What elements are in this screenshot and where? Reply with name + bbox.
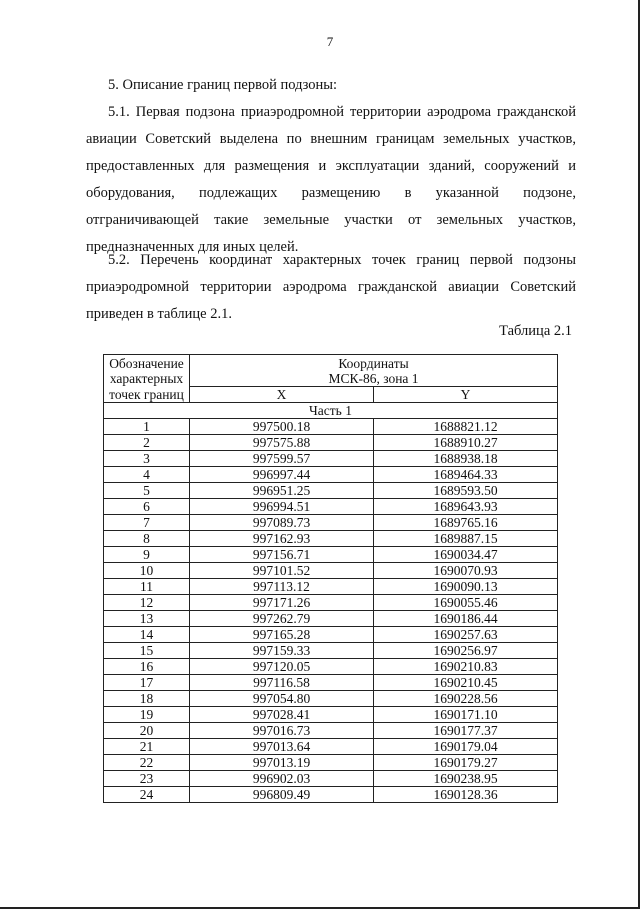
table-row xyxy=(104,643,558,659)
table-row xyxy=(104,611,558,627)
point-number-cell: 7 xyxy=(104,515,190,531)
x-coordinate-cell: 996951.25 xyxy=(190,483,374,499)
x-coordinate-cell: 997171.26 xyxy=(190,595,374,611)
y-coordinate-cell: 1690186.44 xyxy=(374,611,558,627)
y-coordinate-cell: 1689643.93 xyxy=(374,499,558,515)
y-coordinate-cell: 1689887.15 xyxy=(374,531,558,547)
paragraph-5-2: 5.2. Перечень координат характерных точек границ первой подзоны приаэродромной территории аэродрома гражданской авиации Советский приведен в таблице 2.1. xyxy=(86,252,576,322)
x-coordinate-cell: 997028.41 xyxy=(190,707,374,723)
x-coordinate-cell: 997599.57 xyxy=(190,451,374,467)
table-row xyxy=(104,579,558,595)
table-row xyxy=(104,595,558,611)
header-coordinates-title: Координаты xyxy=(338,356,409,371)
part-label: Часть 1 xyxy=(104,403,558,419)
x-coordinate-cell: 997162.93 xyxy=(190,531,374,547)
table-row xyxy=(104,499,558,515)
x-coordinate-cell: 997113.12 xyxy=(190,579,374,595)
point-number-cell: 2 xyxy=(104,435,190,451)
x-coordinate-cell: 996809.49 xyxy=(190,787,374,803)
x-coordinate-cell: 997165.28 xyxy=(190,627,374,643)
paragraph-5-1: 5.1. Первая подзона приаэродромной территории аэродрома гражданской авиации Советский выделена по внешним границам земельных участков, предоставленных для размещения и эксплуатации зданий, сооружений и оборудования, подлежащих размещению в указанной подзоне, отграничивающей такие земельные участки от земельных участков, предназначенных для иных целей. xyxy=(86,104,576,255)
y-coordinate-cell: 1690034.47 xyxy=(374,547,558,563)
x-coordinate-cell: 997054.80 xyxy=(190,691,374,707)
table-row xyxy=(104,675,558,691)
y-coordinate-cell: 1689464.33 xyxy=(374,467,558,483)
table-row xyxy=(104,787,558,803)
table-row xyxy=(104,771,558,787)
table-row xyxy=(104,739,558,755)
point-number-cell: 20 xyxy=(104,723,190,739)
x-coordinate-cell: 997016.73 xyxy=(190,723,374,739)
table-row xyxy=(104,547,558,563)
point-number-cell: 10 xyxy=(104,563,190,579)
table-row xyxy=(104,707,558,723)
table-row xyxy=(104,483,558,499)
point-number-cell: 11 xyxy=(104,579,190,595)
point-number-cell: 18 xyxy=(104,691,190,707)
point-number-cell: 14 xyxy=(104,627,190,643)
y-coordinate-cell: 1690238.95 xyxy=(374,771,558,787)
x-coordinate-cell: 996902.03 xyxy=(190,771,374,787)
point-number-cell: 17 xyxy=(104,675,190,691)
table-caption: Таблица 2.1 xyxy=(499,323,572,339)
y-coordinate-cell: 1688938.18 xyxy=(374,451,558,467)
table-row xyxy=(104,691,558,707)
point-number-cell: 19 xyxy=(104,707,190,723)
y-coordinate-cell: 1688821.12 xyxy=(374,419,558,435)
header-y: Y xyxy=(374,387,558,403)
y-coordinate-cell: 1690179.04 xyxy=(374,739,558,755)
x-coordinate-cell: 996994.51 xyxy=(190,499,374,515)
y-coordinate-cell: 1690070.93 xyxy=(374,563,558,579)
point-number-cell: 3 xyxy=(104,451,190,467)
x-coordinate-cell: 997089.73 xyxy=(190,515,374,531)
table-row xyxy=(104,563,558,579)
header-point-label: Обозначение характерных точек границ xyxy=(104,355,190,403)
table-row xyxy=(104,515,558,531)
y-coordinate-cell: 1690257.63 xyxy=(374,627,558,643)
x-coordinate-cell: 997159.33 xyxy=(190,643,374,659)
header-coordinates-system: МСК-86, зона 1 xyxy=(328,371,419,386)
section-heading: 5. Описание границ первой подзоны: xyxy=(108,77,338,93)
table-row xyxy=(104,435,558,451)
x-coordinate-cell: 997120.05 xyxy=(190,659,374,675)
point-number-cell: 16 xyxy=(104,659,190,675)
point-number-cell: 12 xyxy=(104,595,190,611)
point-number-cell: 5 xyxy=(104,483,190,499)
coordinates-table xyxy=(103,354,558,803)
table-header-row xyxy=(104,355,558,387)
point-number-cell: 21 xyxy=(104,739,190,755)
table-row xyxy=(104,467,558,483)
y-coordinate-cell: 1689765.16 xyxy=(374,515,558,531)
point-number-cell: 22 xyxy=(104,755,190,771)
point-number-cell: 24 xyxy=(104,787,190,803)
point-number-cell: 15 xyxy=(104,643,190,659)
point-number-cell: 1 xyxy=(104,419,190,435)
y-coordinate-cell: 1690090.13 xyxy=(374,579,558,595)
y-coordinate-cell: 1689593.50 xyxy=(374,483,558,499)
y-coordinate-cell: 1690228.56 xyxy=(374,691,558,707)
y-coordinate-cell: 1690055.46 xyxy=(374,595,558,611)
x-coordinate-cell: 996997.44 xyxy=(190,467,374,483)
table-row xyxy=(104,419,558,435)
y-coordinate-cell: 1690210.83 xyxy=(374,659,558,675)
x-coordinate-cell: 997575.88 xyxy=(190,435,374,451)
point-number-cell: 9 xyxy=(104,547,190,563)
point-number-cell: 4 xyxy=(104,467,190,483)
point-number-cell: 13 xyxy=(104,611,190,627)
y-coordinate-cell: 1690177.37 xyxy=(374,723,558,739)
page-number: 7 xyxy=(326,34,334,49)
table-row xyxy=(104,627,558,643)
x-coordinate-cell: 997262.79 xyxy=(190,611,374,627)
y-coordinate-cell: 1690171.10 xyxy=(374,707,558,723)
point-number-cell: 8 xyxy=(104,531,190,547)
table-part-row xyxy=(104,403,558,419)
y-coordinate-cell: 1688910.27 xyxy=(374,435,558,451)
table-row xyxy=(104,755,558,771)
table-row xyxy=(104,531,558,547)
x-coordinate-cell: 997101.52 xyxy=(190,563,374,579)
point-number-cell: 6 xyxy=(104,499,190,515)
table-row xyxy=(104,659,558,675)
y-coordinate-cell: 1690128.36 xyxy=(374,787,558,803)
header-x: X xyxy=(190,387,374,403)
point-number-cell: 23 xyxy=(104,771,190,787)
x-coordinate-cell: 997500.18 xyxy=(190,419,374,435)
y-coordinate-cell: 1690210.45 xyxy=(374,675,558,691)
y-coordinate-cell: 1690256.97 xyxy=(374,643,558,659)
table-row xyxy=(104,723,558,739)
x-coordinate-cell: 997156.71 xyxy=(190,547,374,563)
x-coordinate-cell: 997013.64 xyxy=(190,739,374,755)
y-coordinate-cell: 1690179.27 xyxy=(374,755,558,771)
header-coordinates xyxy=(190,355,558,387)
table-row xyxy=(104,451,558,467)
x-coordinate-cell: 997013.19 xyxy=(190,755,374,771)
x-coordinate-cell: 997116.58 xyxy=(190,675,374,691)
